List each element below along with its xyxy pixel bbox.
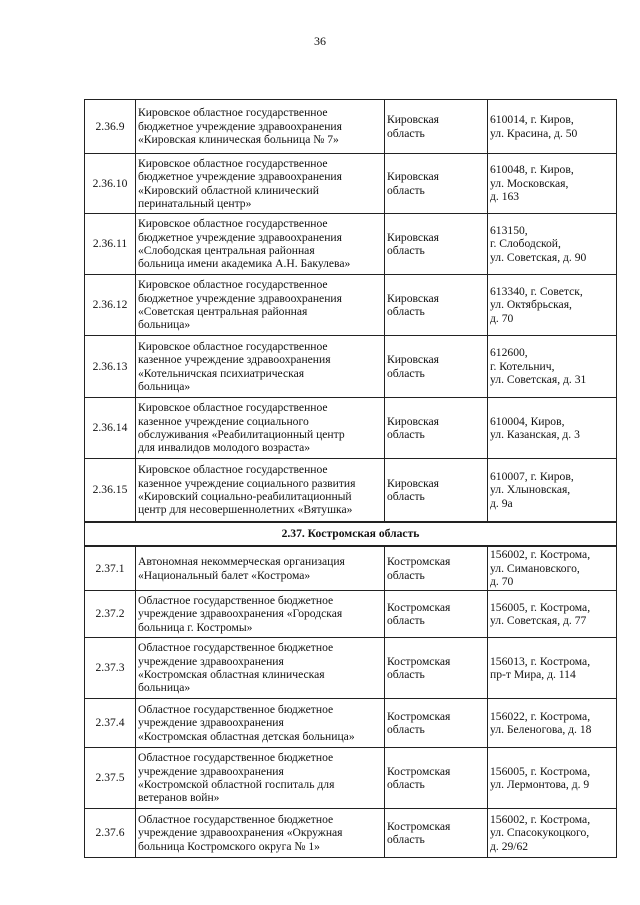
region-name: Кировская область	[387, 414, 440, 441]
organization-name: Кировское областное государственное бюджетное учреждение здравоохранения «Советская центральная районная больница»	[138, 278, 342, 332]
section-title: 2.37. Костромская область	[85, 522, 617, 546]
row-number: 2.37.2	[85, 591, 136, 638]
region-name: Кировская область	[387, 291, 440, 318]
table-row	[85, 275, 617, 336]
row-number: 2.36.13	[85, 336, 136, 398]
postal-address: 610048, г. Киров, ул. Московская, д. 163	[490, 163, 574, 204]
organization-name: Кировское областное государственное казенное учреждение социального развития «Кировский социально-реабилитационный центр для несовершеннолетних «Вятушка»	[138, 463, 356, 517]
organization-name: Областное государственное бюджетное учреждение здравоохранения «Костромская областная клиническая больница»	[138, 641, 334, 695]
region-name: Костромская область	[387, 709, 451, 736]
table-row	[85, 459, 617, 523]
postal-address: 156022, г. Кострома, ул. Беленогова, д. 18	[490, 709, 592, 736]
row-number: 2.36.10	[85, 154, 136, 214]
organization-name: Областное государственное бюджетное учреждение здравоохранения «Окружная больница Костромского округа № 1»	[138, 812, 343, 853]
table-row	[85, 546, 617, 591]
postal-address: 612600, г. Котельнич, ул. Советская, д. 31	[490, 346, 587, 387]
organization-name: Кировское областное государственное бюджетное учреждение здравоохранения «Кировский областной клинический перинатальный центр»	[138, 156, 342, 210]
page-number: 36	[314, 34, 326, 48]
organization-name: Кировское областное государственное казенное учреждение социального обслуживания «Реабилитационный центр для инвалидов молодого возраста»	[138, 401, 345, 455]
row-number: 2.36.12	[85, 275, 136, 336]
region-name: Кировская область	[387, 230, 440, 257]
organization-name: Кировское областное государственное казенное учреждение здравоохранения «Котельничская психиатрическая больница»	[138, 339, 331, 393]
table-row	[85, 638, 617, 699]
section-heading-row	[85, 522, 617, 546]
table-row	[85, 336, 617, 398]
row-number: 2.36.15	[85, 459, 136, 523]
postal-address: 610014, г. Киров, ул. Красина, д. 50	[490, 113, 578, 140]
region-name: Костромская область	[387, 654, 451, 681]
table-row	[85, 748, 617, 809]
postal-address: 156005, г. Кострома, ул. Лермонтова, д. 9	[490, 764, 591, 791]
row-number: 2.37.1	[85, 546, 136, 591]
region-name: Кировская область	[387, 353, 440, 380]
table-row	[85, 214, 617, 275]
postal-address: 610004, Киров, ул. Казанская, д. 3	[490, 414, 580, 441]
row-number: 2.37.4	[85, 699, 136, 748]
region-name: Костромская область	[387, 819, 451, 846]
postal-address: 156005, г. Кострома, ул. Советская, д. 77	[490, 600, 591, 627]
organization-registry-table	[84, 99, 617, 858]
table-row	[85, 154, 617, 214]
organization-name: Областное государственное бюджетное учреждение здравоохранения «Костромской областной госпиталь для ветеранов войн»	[138, 751, 335, 805]
table-row	[85, 699, 617, 748]
region-name: Кировская область	[387, 476, 440, 503]
row-number: 2.36.14	[85, 398, 136, 459]
row-number: 2.37.6	[85, 809, 136, 858]
organization-name: Кировское областное государственное бюджетное учреждение здравоохранения «Кировская клиническая больница № 7»	[138, 106, 342, 147]
row-number: 2.37.5	[85, 748, 136, 809]
table-row	[85, 591, 617, 638]
organization-name: Кировское областное государственное бюджетное учреждение здравоохранения «Слободская центральная районная больница имени академика А.Н. Бакулева»	[138, 217, 351, 271]
postal-address: 156013, г. Кострома, пр-т Мира, д. 114	[490, 654, 591, 681]
table-row	[85, 809, 617, 858]
table-row	[85, 398, 617, 459]
organization-name: Областное государственное бюджетное учреждение здравоохранения «Костромская областная детская больница»	[138, 702, 355, 743]
region-name: Костромская область	[387, 764, 451, 791]
region-name: Кировская область	[387, 170, 440, 197]
organization-name: Областное государственное бюджетное учреждение здравоохранения «Городская больница г. Костромы»	[138, 593, 343, 634]
organization-name: Автономная некоммерческая организация «Национальный балет «Кострома»	[138, 555, 345, 582]
region-name: Кировская область	[387, 113, 440, 140]
table-row	[85, 100, 617, 154]
region-name: Костромская область	[387, 555, 451, 582]
postal-address: 156002, г. Кострома, ул. Симановского, д. 70	[490, 548, 591, 589]
row-number: 2.37.3	[85, 638, 136, 699]
postal-address: 613340, г. Советск, ул. Октябрьская, д. 70	[490, 284, 583, 325]
row-number: 2.36.11	[85, 214, 136, 275]
region-name: Костромская область	[387, 600, 451, 627]
postal-address: 610007, г. Киров, ул. Хлыновская, д. 9а	[490, 469, 574, 510]
row-number: 2.36.9	[85, 100, 136, 154]
postal-address: 156002, г. Кострома, ул. Спасокукоцкого, д. 29/62	[490, 812, 591, 853]
postal-address: 613150, г. Слободской, ул. Советская, д. 90	[490, 223, 587, 264]
